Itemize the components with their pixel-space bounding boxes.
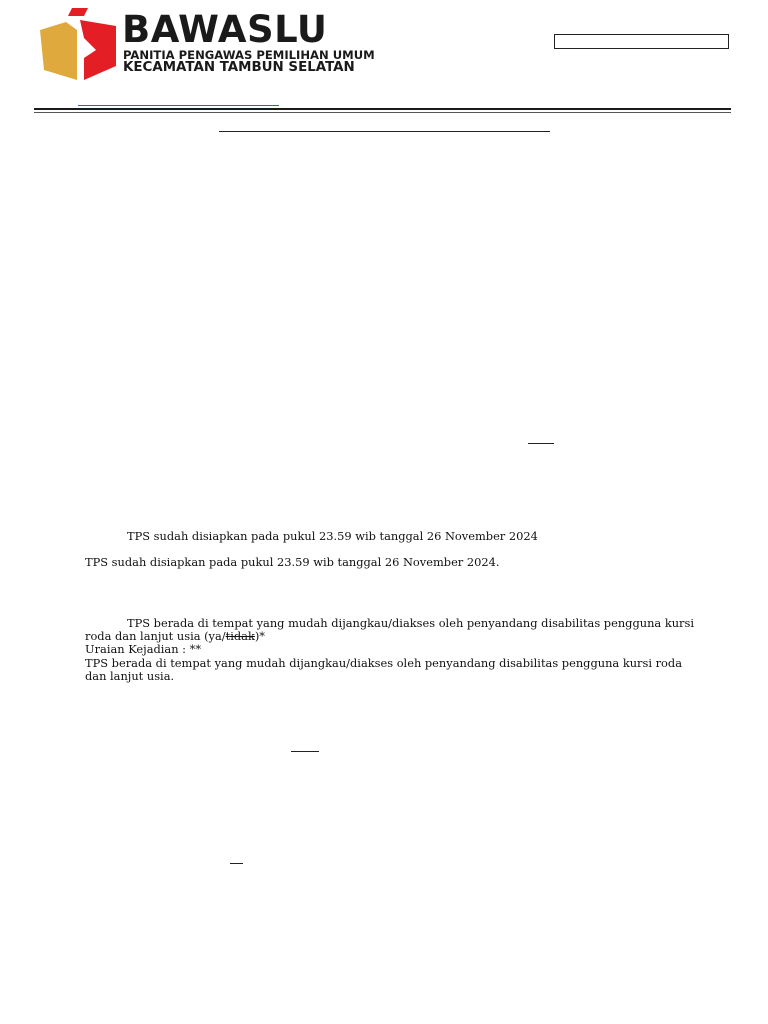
blank-line-2 bbox=[291, 751, 319, 752]
blank-line-3 bbox=[230, 863, 243, 864]
blank-line-1 bbox=[528, 443, 554, 444]
logo-red-shape bbox=[80, 20, 116, 80]
title-underline bbox=[219, 131, 550, 132]
header-rule-thick bbox=[34, 108, 731, 110]
item2-answer-line2: dan lanjut usia. bbox=[85, 669, 175, 683]
header-rule-thin bbox=[34, 112, 731, 113]
brand-subtitle-committee: PANITIA PENGAWAS PEMILIHAN UMUM bbox=[123, 48, 375, 62]
brand-subtitle-district: KECAMATAN TAMBUN SELATAN bbox=[123, 60, 355, 75]
item2-answer-line1: TPS berada di tempat yang mudah dijangkau/diakses oleh penyandang disabilitas pengguna kursi roda bbox=[85, 656, 682, 670]
item1-statement: TPS sudah disiapkan pada pukul 23.59 wib tanggal 26 November 2024 bbox=[127, 529, 538, 543]
link-underline bbox=[78, 105, 279, 106]
item2-line2-prefix: roda dan lanjut usia (ya/ bbox=[85, 629, 226, 643]
item2-line2-suffix: )* bbox=[254, 629, 265, 643]
form-code-box bbox=[554, 34, 729, 49]
bawaslu-logo-icon bbox=[36, 8, 118, 82]
logo-red-cube bbox=[68, 8, 88, 16]
item2-statement-line1: TPS berada di tempat yang mudah dijangkau/diakses oleh penyandang disabilitas pengguna kursi bbox=[127, 616, 694, 630]
item1-answer: TPS sudah disiapkan pada pukul 23.59 wib tanggal 26 November 2024. bbox=[85, 555, 500, 569]
item2-struck-option: tidak bbox=[225, 629, 255, 643]
uraian-kejadian-label: Uraian Kejadian : ** bbox=[85, 642, 202, 656]
brand-title: BAWASLU bbox=[122, 8, 328, 51]
logo-gold-shape bbox=[40, 22, 77, 80]
